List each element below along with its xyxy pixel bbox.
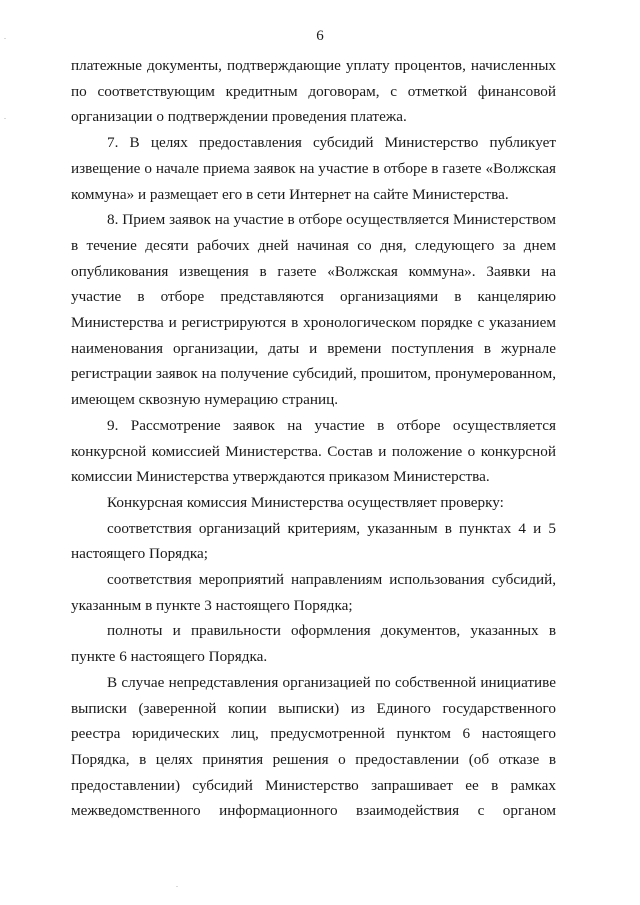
paragraph-check-criteria: соответствия организаций критериям, указанным в пунктах 4 и 5 настоящего Порядка; xyxy=(71,519,556,563)
scan-speck xyxy=(4,38,6,39)
paragraph-item-7: 7. В целях предоставления субсидий Министерство публикует извещение о начале приема заявок на участие в отборе в газете «Волжская коммуна» и размещает его в сети Интернет на сайте Министерства. xyxy=(71,134,556,203)
paragraph-payment-documents: платежные документы, подтверждающие уплату процентов, начисленных по соответствующим кредитным договорам, с отметкой финансовой организации о подтверждении проведения платежа. xyxy=(71,57,556,126)
scan-speck xyxy=(4,118,6,119)
scan-speck xyxy=(176,886,178,887)
document-body xyxy=(71,53,556,824)
paragraph-registry-extract: В случае непредставления организацией по собственной инициативе выписки (заверенной копии выписки) из Единого государственного реестра юридических лиц, предусмотренной пунктом 6 настоящего Порядка, в целях принятия решения о предоставлении (об отказе в предоставлении) субсидий Министерство запрашивает ее в рамках межведомственного информационного взаимодействия с органом xyxy=(71,673,556,820)
paragraph-item-8: 8. Прием заявок на участие в отборе осуществляется Министерством в течение десяти рабочих дней начиная со дня, следующего за днем опубликования извещения в газете «Волжская коммуна». Заявки на участие в отборе представляются организациями в канцелярию Министерства и регистрируются в хронологическом порядке с указанием наименования организации, даты и времени поступления в журнале регистрации заявок на получение субсидий, прошитом, пронумерованном, имеющем сквозную нумерацию страниц. xyxy=(71,211,556,409)
paragraph-item-9: 9. Рассмотрение заявок на участие в отборе осуществляется конкурсной комиссией Министерства. Состав и положение о конкурсной комиссии Министерства утверждаются приказом Министерства. xyxy=(71,416,556,486)
page-number: 6 xyxy=(316,28,324,44)
paragraph-check-documents: полноты и правильности оформления документов, указанных в пункте 6 настоящего Порядка. xyxy=(71,622,556,666)
paragraph-check-activities: соответствия мероприятий направлениям использования субсидий, указанным в пункте 3 настоящего Порядка; xyxy=(71,571,556,614)
paragraph-commission-check: Конкурсная комиссия Министерства осуществляет проверку: xyxy=(107,493,504,511)
